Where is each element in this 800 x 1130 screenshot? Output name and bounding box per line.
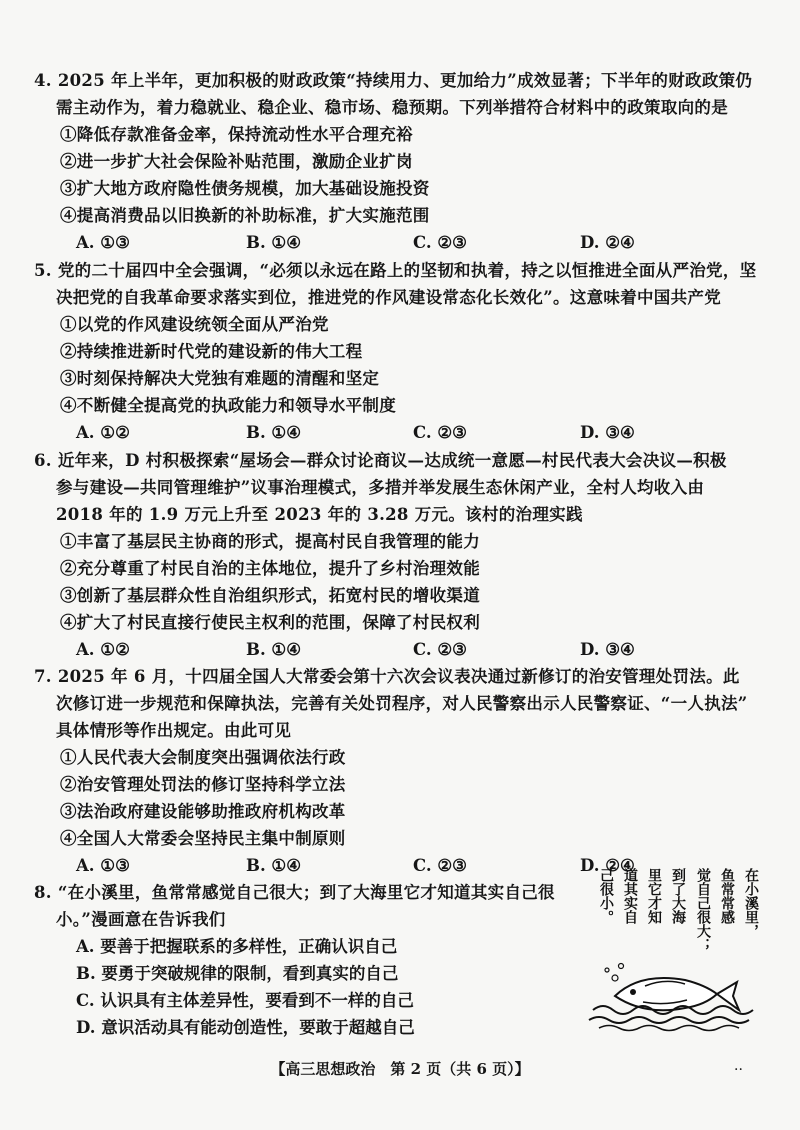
- q7-stem-line2: 次修订进一步规范和保障执法，完善有关处罚程序，对人民警察出示人民警察证、“一人执法”: [56, 694, 748, 713]
- q5-item-1: ①以党的作风建设统领全面从严治党: [60, 315, 329, 334]
- q6-option-b[interactable]: B. ①④: [246, 640, 302, 659]
- q6-item-2: ②充分尊重了村民自治的主体地位，提升了乡村治理效能: [60, 559, 480, 578]
- q4-stem-line2: 需主动作为，着力稳就业、稳企业、稳市场、稳预期。下列举措符合材料中的政策取向的是: [56, 98, 728, 117]
- q5-option-b[interactable]: B. ①④: [246, 423, 302, 442]
- q6-item-1: ①丰富了基层民主协商的形式，提高村民自我管理的能力: [60, 532, 480, 551]
- q8-stem-line2: 小。”漫画意在告诉我们: [56, 910, 226, 929]
- fish-in-sea-drawing: [585, 958, 760, 1033]
- page-footer: 【高三思想政治 第 2 页（共 6 页）】: [270, 1060, 530, 1078]
- q8-stem-line1: 8. “在小溪里，鱼常常感觉自己很大；到了大海里它才知道其实自己很: [34, 883, 555, 902]
- q7-stem-line1: 7. 2025 年 6 月，十四届全国人大常委会第十六次会议表决通过新修订的治安管理处罚法。此: [34, 667, 740, 686]
- q4-item-3: ③扩大地方政府隐性债务规模，加大基础设施投资: [60, 179, 430, 198]
- q5-option-a[interactable]: A. ①②: [76, 423, 130, 442]
- cartoon-caption-col5: 里它才知: [646, 868, 662, 924]
- cartoon-caption-col2: 鱼常常感: [719, 868, 735, 924]
- q7-item-3: ③法治政府建设能够助推政府机构改革: [60, 802, 346, 821]
- q4-item-1: ①降低存款准备金率，保持流动性水平合理充裕: [60, 125, 413, 144]
- q4-option-c[interactable]: C. ②③: [413, 233, 467, 252]
- q5-item-4: ④不断健全提高党的执政能力和领导水平制度: [60, 396, 396, 415]
- fish-cartoon: [585, 868, 760, 1033]
- cartoon-caption-col4: 到了大海: [670, 868, 686, 924]
- q7-option-c[interactable]: C. ②③: [413, 856, 467, 875]
- cartoon-caption-col6: 道其实自: [622, 868, 638, 924]
- q7-item-2: ②治安管理处罚法的修订坚持科学立法: [60, 775, 346, 794]
- q6-stem-line3: 2018 年的 1.9 万元上升至 2023 年的 3.28 万元。该村的治理实践: [56, 505, 583, 524]
- q7-option-a[interactable]: A. ①③: [76, 856, 130, 875]
- q7-item-4: ④全国人大常委会坚持民主集中制原则: [60, 829, 346, 848]
- q8-option-d[interactable]: D. 意识活动具有能动创造性，要敢于超越自己: [76, 1018, 415, 1037]
- q8-option-b[interactable]: B. 要勇于突破规律的限制，看到真实的自己: [76, 964, 399, 983]
- q7-item-1: ①人民代表大会制度突出强调依法行政: [60, 748, 346, 767]
- q8-option-c[interactable]: C. 认识具有主体差异性，要看到不一样的自己: [76, 991, 414, 1010]
- q5-item-3: ③时刻保持解决大党独有难题的清醒和坚定: [60, 369, 380, 388]
- cartoon-caption-col7: 己很小。: [598, 868, 614, 924]
- q7-option-d[interactable]: D. ②④: [580, 856, 635, 875]
- q6-option-d[interactable]: D. ③④: [580, 640, 635, 659]
- q6-stem-line1: 6. 近年来，D 村积极探索“屋场会—群众讨论商议—达成统一意愿—村民代表大会决议—积极: [34, 451, 727, 470]
- q4-stem-line1: 4. 2025 年上半年，更加积极的财政政策“持续用力、更加给力”成效显著；下半年的财政政策仍: [34, 71, 753, 90]
- q7-option-b[interactable]: B. ①④: [246, 856, 302, 875]
- q5-item-2: ②持续推进新时代党的建设新的伟大工程: [60, 342, 363, 361]
- q5-stem-line1: 5. 党的二十届四中全会强调，“必须以永远在路上的坚韧和执着，持之以恒推进全面从严治党，坚: [34, 261, 757, 280]
- q7-stem-line3: 具体情形等作出规定。由此可见: [56, 721, 292, 740]
- q4-option-d[interactable]: D. ②④: [580, 233, 635, 252]
- q6-option-a[interactable]: A. ①②: [76, 640, 130, 659]
- cartoon-caption-col3: 觉自己很大；: [695, 868, 711, 952]
- q4-item-2: ②进一步扩大社会保险补贴范围，激励企业扩岗: [60, 152, 413, 171]
- q6-stem-line2: 参与建设—共同管理维护”议事治理模式，多措并举发展生态休闲产业，全村人均收入由: [56, 478, 705, 497]
- q6-item-3: ③创新了基层群众性自治组织形式，拓宽村民的增收渠道: [60, 586, 480, 605]
- corner-mark: ··: [734, 1062, 743, 1078]
- q8-option-a[interactable]: A. 要善于把握联系的多样性，正确认识自己: [76, 937, 398, 956]
- q5-option-c[interactable]: C. ②③: [413, 423, 467, 442]
- q6-item-4: ④扩大了村民直接行使民主权利的范围，保障了村民权利: [60, 613, 480, 632]
- q5-option-d[interactable]: D. ③④: [580, 423, 635, 442]
- q4-item-4: ④提高消费品以旧换新的补助标准，扩大实施范围: [60, 206, 430, 225]
- cartoon-caption-col1: 在小溪里，: [743, 868, 759, 938]
- q4-option-a[interactable]: A. ①③: [76, 233, 130, 252]
- q4-option-b[interactable]: B. ①④: [246, 233, 302, 252]
- q6-option-c[interactable]: C. ②③: [413, 640, 467, 659]
- q5-stem-line2: 决把党的自我革命要求落实到位，推进党的作风建设常态化长效化”。这意味着中国共产党: [56, 288, 721, 307]
